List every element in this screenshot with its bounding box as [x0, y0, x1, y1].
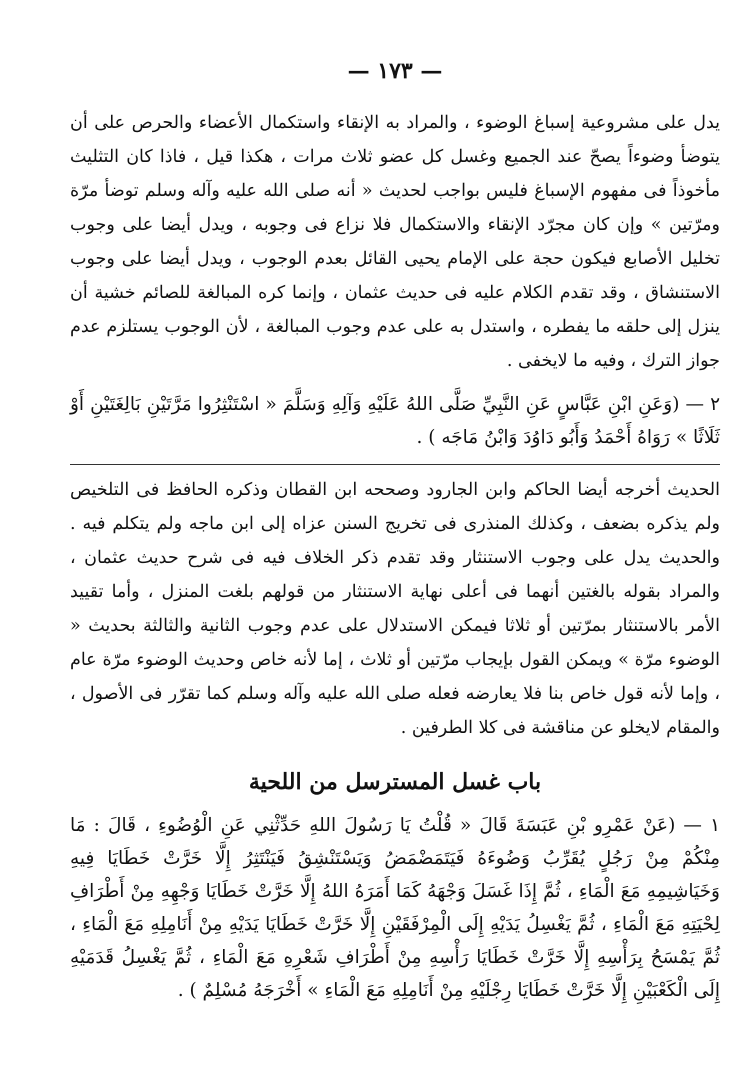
- page-body: [70, 58, 720, 1007]
- hadith-text-2: ٢ — (وَعَنِ ابْنِ عَبَّاسٍ عَنِ النَّبِيِّ صَلَّى اللهُ عَلَيْهِ وَآلِهِ وَسَلَّمَ « اسْتَنْثِرُوا مَرَّتَيْنِ بَالِغَتَيْنِ أَوْ ثَلَاثًا » رَوَاهُ أَحْمَدُ وَأَبُو دَاوُدَ وَابْنُ مَاجَه ) .: [70, 394, 720, 448]
- page-number: — ١٧٣ —: [347, 58, 443, 84]
- commentary-paragraph-1: يدل على مشروعية إسباغ الوضوء ، والمراد به الإنقاء واستكمال الأعضاء والحرص على أن يتوضأ وضوءاً يصحّ عند الجميع وغسل كل عضو ثلاث مرات ، هكذا قيل ، فاذا كان التثليث مأخوذاً فى مفهوم الإسباغ فليس بواجب لحديث « أنه صلى الله عليه وآله وسلم توضأ مرّة ومرّتين » وإن كان مجرّد الإنقاء والاستكمال فلا نزاع فى وجوبه ، ويدل أيضا على وجوب تخليل الأصابع فيكون حجة على الإمام يحيى القائل بعدم الوجوب ، ويدل أيضا على وجوب الاستنشاق ، وقد تقدم الكلام عليه فى حديث عثمان ، وإنما كره المبالغة للصائم خشية أن ينزل إلى حلقه ما يفطره ، واستدل به على عدم وجوب المبالغة ، لأن الوجوب يستلزم عدم جواز الترك ، وفيه ما لايخفى .: [70, 113, 720, 371]
- chapter-title: باب غسل المسترسل من اللحية: [248, 769, 542, 795]
- section-divider: [70, 464, 720, 465]
- hadith-text-1: ١ — (عَنْ عَمْرِو بْنِ عَبَسَةَ قَالَ « قُلْتُ يَا رَسُولَ اللهِ حَدِّثْنِي عَنِ الْوُضُوءِ ، قَالَ : مَا مِنْكُمْ مِنْ رَجُلٍ يُقَرِّبُ وَضُوءَهُ فَيَتَمَضْمَضُ وَيَسْتَنْشِقُ فَيَنْتَثِرُ إِلَّا خَرَّتْ خَطَايَا فِيهِ وَخَيَاشِيمِهِ مَعَ الْمَاءِ ، ثُمَّ إِذَا غَسَلَ وَجْهَهُ كَمَا أَمَرَهُ اللهُ إِلَّا خَرَّتْ خَطَايَا وَجْهِهِ مِنْ أَطْرَافِ لِحْيَتِهِ مَعَ الْمَاءِ ، ثُمَّ يَغْسِلُ يَدَيْهِ إِلَى الْمِرْفَقَيْنِ إِلَّا خَرَّتْ خَطَايَا يَدَيْهِ مِنْ أَنَامِلِهِ مَعَ الْمَاءِ ، ثُمَّ يَمْسَحُ بِرَأْسِهِ إِلَّا خَرَّتْ خَطَايَا رَأْسِهِ مِنْ أَطْرَافِ شَعْرِهِ مَعَ الْمَاءِ ، ثُمَّ يَغْسِلُ قَدَمَيْهِ إِلَى الْكَعْبَيْنِ إِلَّا خَرَّتْ خَطَايَا رِجْلَيْهِ مِنْ أَنَامِلِهِ مَعَ الْمَاءِ » أَخْرَجَهُ مُسْلِمٌ ) .: [70, 815, 720, 1001]
- commentary-paragraph-2: الحديث أخرجه أيضا الحاكم وابن الجارود وصححه ابن القطان وذكره الحافظ فى التلخيص ولم يذكره بضعف ، وكذلك المنذرى فى تخريج السنن عزاه إلى ابن ماجه ولم يتكلم فيه . والحديث يدل على وجوب الاستنثار وقد تقدم ذكر الخلاف فيه فى شرح حديث عثمان ، والمراد بقوله بالغتين أنهما فى أعلى نهاية الاستنثار من قولهم بلغت المنزل ، وأما تقييد الأمر بالاستنثار بمرّتين أو ثلاثا فيمكن الاستدلال على عدم وجوب الثانية والثالثة بحديث « الوضوء مرّة » ويمكن القول بإيجاب مرّتين أو ثلاث ، إما لأنه خاص وحديث الوضوء مرّة عام ، وإما لأنه قول خاص بنا فلا يعارضه فعله صلى الله عليه وآله وسلم كما تقرّر فى الأصول ، والمقام لايخلو عن مناقشة فى كلا الطرفين .: [70, 480, 720, 738]
